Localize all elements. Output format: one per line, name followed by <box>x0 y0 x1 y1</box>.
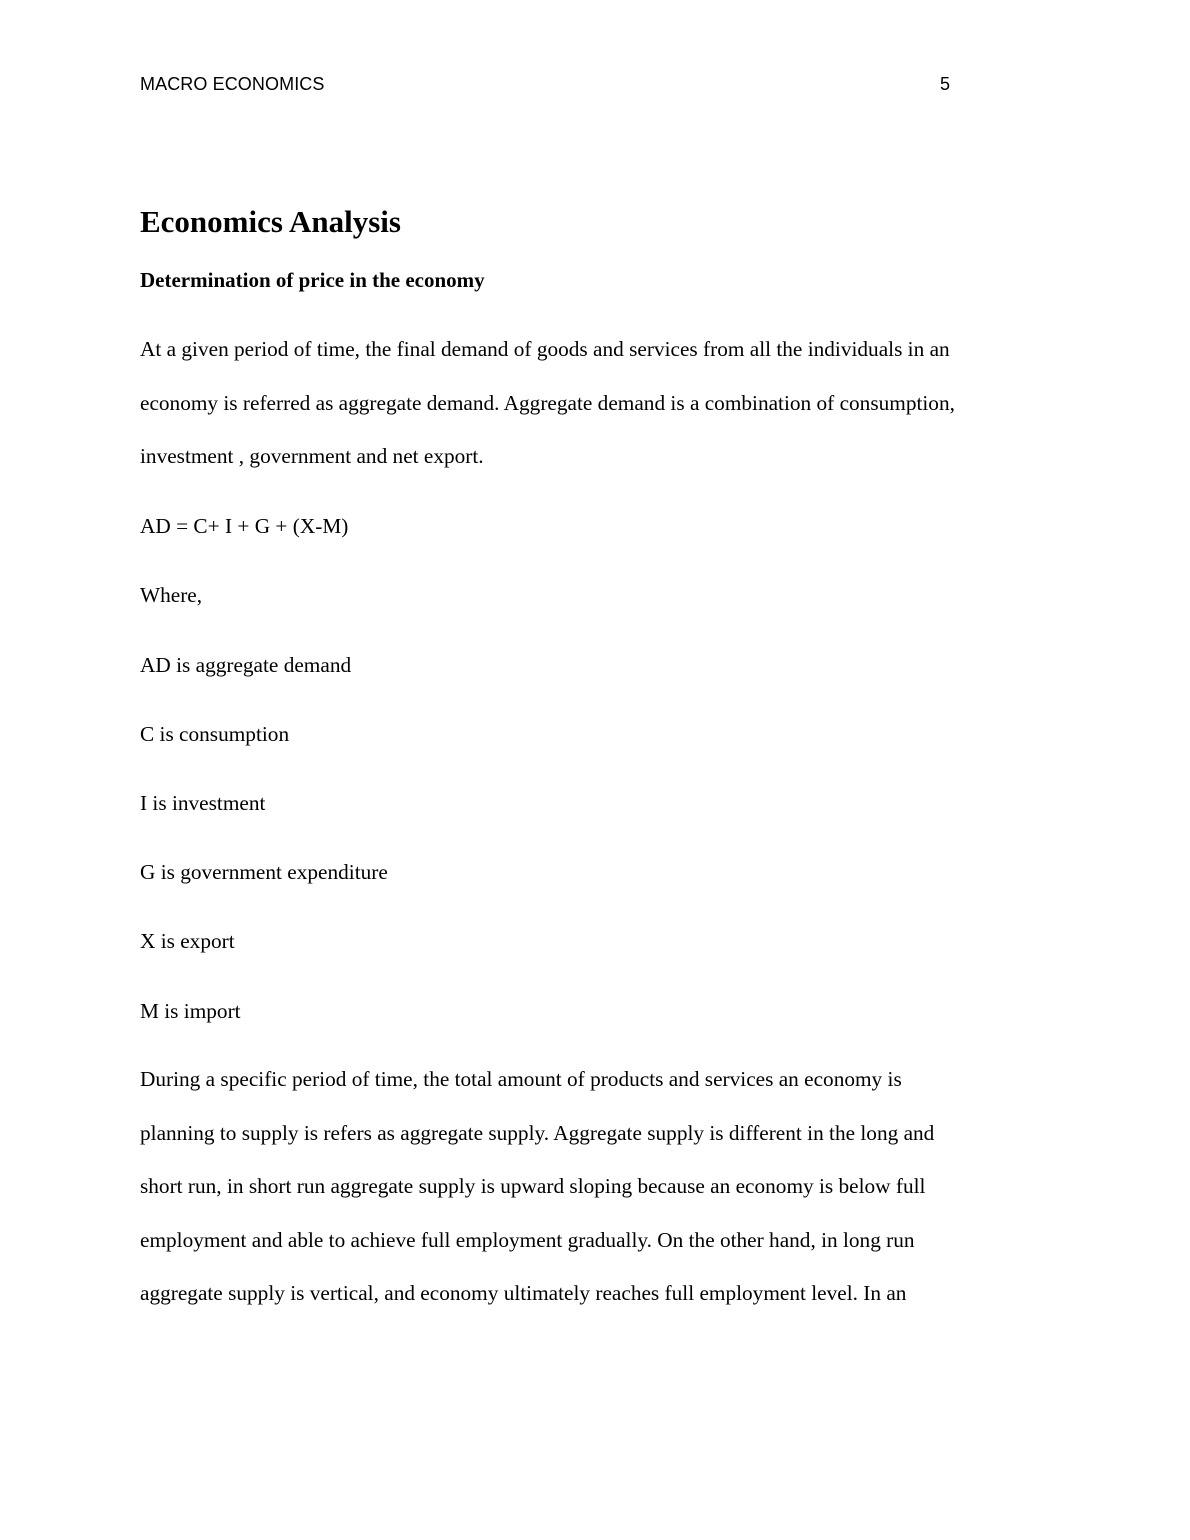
definition-item: G is government expenditure <box>140 860 388 884</box>
page-title: Economics Analysis <box>140 204 401 239</box>
paragraph-line: planning to supply is refers as aggregate supply. Aggregate supply is different in the long and <box>140 1120 935 1145</box>
definition-item: I is investment <box>140 791 266 815</box>
running-head: MACRO ECONOMICS <box>140 74 325 94</box>
definition-item: C is consumption <box>140 722 290 746</box>
formula: AD = C+ I + G + (X-M) <box>140 514 349 538</box>
paragraph-line: employment and able to achieve full employment gradually. On the other hand, in long run <box>140 1227 915 1252</box>
paragraph-line: investment , government and net export. <box>140 444 484 468</box>
section-heading: Determination of price in the economy <box>140 268 485 292</box>
definition-item: AD is aggregate demand <box>140 653 352 677</box>
paragraph-line: During a specific period of time, the total amount of products and services an economy is <box>140 1067 902 1091</box>
definition-item: X is export <box>140 929 235 953</box>
page-number: 5 <box>940 74 951 94</box>
definition-item: M is import <box>140 999 241 1023</box>
where-label: Where, <box>140 583 203 607</box>
paragraph-line: At a given period of time, the final demand of goods and services from all the individuals in an <box>140 337 950 361</box>
paragraph-aggregate-supply <box>140 1053 1060 1321</box>
paragraph-line: economy is referred as aggregate demand. Aggregate demand is a combination of consumption, <box>140 390 955 415</box>
paragraph-line: short run, in short run aggregate supply is upward sloping because an economy is below full <box>140 1174 926 1198</box>
paragraph-aggregate-demand <box>140 323 1060 484</box>
paragraph-line: aggregate supply is vertical, and economy ultimately reaches full employment level. In an <box>140 1281 907 1305</box>
